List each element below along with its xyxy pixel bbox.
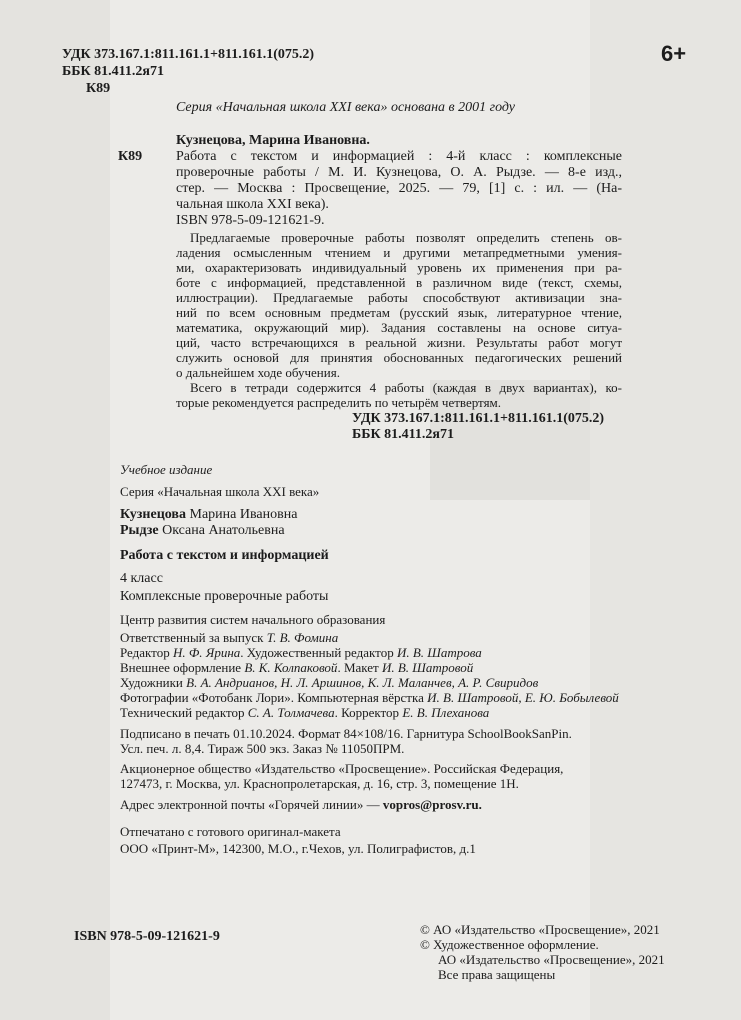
credit-name: В. А. Андрианов, Н. Л. Аршинов, К. Л. Маланчев, А. Р. Свиридов bbox=[186, 675, 539, 690]
rights-reserved: Все права защищены bbox=[438, 967, 556, 982]
printed-line: Отпечатано с готового оригинал-макета bbox=[120, 824, 341, 839]
abstract-line: служить основой для принятия обоснованных педагогических решений bbox=[176, 350, 622, 365]
edition-author-2 bbox=[120, 523, 285, 539]
show-through-band bbox=[0, 0, 110, 1020]
print-info-line: Усл. печ. л. 8,4. Тираж 500 экз. Заказ № 11050ПРМ. bbox=[120, 741, 405, 756]
credit-name: И. В. Шатровой bbox=[381, 660, 474, 675]
author-name: Оксана Анатольевна bbox=[162, 523, 285, 538]
abstract-bbk: ББК 81.411.2я71 bbox=[352, 427, 454, 442]
author-surname: Рыдзе bbox=[120, 523, 159, 538]
credit-role: Внешнее оформление bbox=[120, 660, 245, 675]
catalog-line: Работа с текстом и информацией : 4-й класс : комплексные bbox=[176, 149, 622, 164]
abstract-para2-line: торые рекомендуется распределить по четырём четвертям. bbox=[176, 395, 502, 410]
edition-series: Серия «Начальная школа XXI века» bbox=[120, 484, 320, 499]
credit-name: Е. В. Плеханова bbox=[402, 705, 490, 720]
copyright-line: © АО «Издательство «Просвещение», 2021 bbox=[420, 922, 660, 937]
author-name: Марина Ивановна bbox=[189, 507, 298, 522]
copyright-line: © Художественное оформление. bbox=[420, 937, 599, 952]
publisher-line: Акционерное общество «Издательство «Просвещение». Российская Федерация, bbox=[120, 761, 564, 776]
credit-line bbox=[120, 705, 489, 720]
credit-name: Н. Ф. Ярина bbox=[172, 645, 241, 660]
printed-line: ООО «Принт-М», 142300, М.О., г.Чехов, ул. Полиграфистов, д.1 bbox=[120, 841, 476, 856]
abstract-line: Предлагаемые проверочные работы позволят определить степень ов- bbox=[190, 230, 622, 245]
email-link[interactable]: vopros@prosv.ru. bbox=[382, 797, 482, 812]
credit-role: Художники bbox=[120, 675, 187, 690]
credit-line bbox=[120, 645, 482, 660]
catalog-line: чальная школа XXI века). bbox=[176, 197, 329, 212]
credit-role: Ответственный за выпуск bbox=[120, 630, 267, 645]
catalog-isbn: ISBN 978-5-09-121621-9. bbox=[176, 213, 325, 228]
credit-line bbox=[120, 675, 538, 690]
catalog-line: проверочные работы / М. И. Кузнецова, О. А. Рыдзе. — 8-е изд., bbox=[176, 165, 622, 180]
abstract-line: ладения осмысленным чтением и другими метапредметными умения- bbox=[176, 245, 622, 260]
copyright-line: АО «Издательство «Просвещение», 2021 bbox=[438, 952, 665, 967]
publisher-line: 127473, г. Москва, ул. Краснопролетарская, д. 16, стр. 3, помещение 1Н. bbox=[120, 776, 519, 791]
credit-role: . Корректор bbox=[334, 705, 403, 720]
credit-name: И. В. Шатровой, Е. Ю. Бобылевой bbox=[427, 690, 619, 705]
catalog-line: стер. — Москва : Просвещение, 2025. — 79, [1] с. : ил. — (На- bbox=[176, 181, 622, 196]
edition-author-1 bbox=[120, 507, 297, 523]
edition-subtitle: Комплексные проверочные работы bbox=[120, 589, 329, 604]
credit-name: В. К. Колпаковой bbox=[244, 660, 338, 675]
credit-role: . Художественный редактор bbox=[240, 645, 397, 660]
credit-line bbox=[120, 630, 338, 645]
header-udk: УДК 373.167.1:811.161.1+811.161.1(075.2) bbox=[62, 47, 315, 62]
abstract-udk: УДК 373.167.1:811.161.1+811.161.1(075.2) bbox=[352, 411, 605, 426]
print-info-line: Подписано в печать 01.10.2024. Формат 84×108/16. Гарнитура SchoolBookSanPin. bbox=[120, 726, 572, 741]
credit-role: Фотографии «Фотобанк Лори». Компьютерная вёрстка bbox=[120, 690, 428, 705]
abstract-line: о дальнейшем ходе обучения. bbox=[176, 365, 340, 380]
edition-type: Учебное издание bbox=[120, 462, 213, 477]
credit-name: С. А. Толмачева bbox=[247, 705, 335, 720]
author-surname: Кузнецова bbox=[120, 507, 186, 522]
credit-role: Технический редактор bbox=[120, 705, 248, 720]
abstract-line: ний по всем основным предметам (русский язык, литературное чтение, bbox=[176, 305, 622, 320]
header-code: К89 bbox=[86, 81, 111, 96]
catalog-author: Кузнецова, Марина Ивановна. bbox=[176, 133, 370, 148]
credit-line bbox=[120, 660, 473, 675]
footer-isbn: ISBN 978-5-09-121621-9 bbox=[74, 929, 220, 944]
catalog-code: К89 bbox=[118, 149, 143, 164]
credit-line bbox=[120, 690, 619, 705]
abstract-line: боте с информацией, представленной в различном виде (текст, схемы, bbox=[176, 275, 622, 290]
hotline-email bbox=[120, 797, 482, 812]
abstract-line: ми, охарактеризовать индивидуальный уровень их применения при ра- bbox=[176, 260, 622, 275]
header-bbk: ББК 81.411.2я71 bbox=[62, 64, 164, 79]
edition-center: Центр развития систем начального образования bbox=[120, 612, 386, 627]
credit-name: Т. В. Фомина bbox=[266, 630, 339, 645]
credit-role: Редактор bbox=[120, 645, 173, 660]
edition-grade: 4 класс bbox=[120, 571, 163, 586]
edition-title: Работа с текстом и информацией bbox=[120, 548, 329, 563]
abstract-line: математика, окружающий мир). Задания составлены на основе ситуа- bbox=[176, 320, 622, 335]
email-label: Адрес электронной почты «Горячей линии» — bbox=[120, 797, 383, 812]
abstract-line: ций, часто встречающихся в реальной жизни. Результаты работ могут bbox=[176, 335, 622, 350]
abstract-para2-line: Всего в тетради содержится 4 работы (каждая в двух вариантах), ко- bbox=[190, 380, 622, 395]
age-rating-badge: 6+ bbox=[661, 41, 687, 66]
abstract-line: иллюстрации). Предлагаемые работы способствуют активизации зна- bbox=[176, 290, 622, 305]
series-note: Серия «Начальная школа XXI века» основана в 2001 году bbox=[176, 100, 516, 115]
credit-role: . Макет bbox=[337, 660, 382, 675]
credit-name: И. В. Шатрова bbox=[396, 645, 482, 660]
